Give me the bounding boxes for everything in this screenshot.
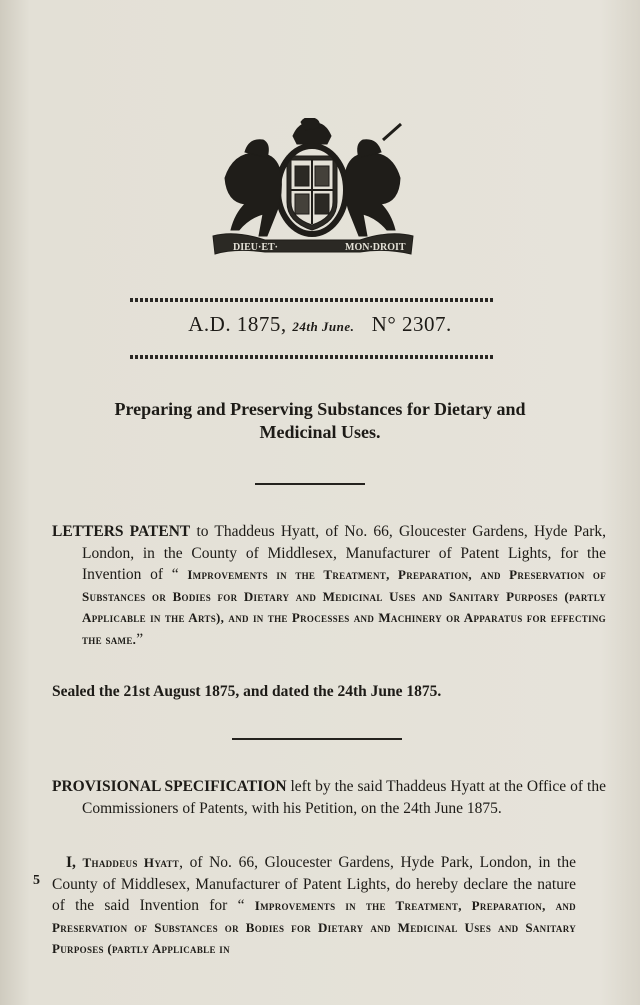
provisional-lead: PROVISIONAL SPECIFICATION: [52, 778, 287, 795]
ad-year: A.D. 1875,: [188, 312, 287, 336]
margin-line-number: 5: [33, 873, 40, 888]
wavy-rule-bottom: [130, 355, 495, 359]
inventor-name-smallcaps: Thaddeus Hyatt: [82, 855, 180, 870]
patent-number: N° 2307.: [371, 312, 452, 336]
title-line-2: Medicinal Uses.: [259, 422, 381, 442]
motto-right: MON·DROIT: [345, 242, 406, 253]
royal-coat-of-arms-icon: [205, 118, 420, 258]
body-invention-title-smallcaps: Improvements in the Treatment, Preparation, and Preservation of Substances or Bodies for Dietary and Medicinal Uses and Sanitary Purposes (partly Applicable in: [52, 898, 576, 956]
letters-patent-lead: LETTERS PATENT: [52, 523, 191, 540]
invention-title-smallcaps: Improvements in the Treatment, Preparation, and Preservation of Substances or Bodies for Dietary and Medicinal Uses and Sanitary Purposes (partly Applicable in the Arts), and in the Processes and Machinery or Apparatus for effecting the same.: [82, 567, 607, 647]
wavy-rule-top: [130, 298, 495, 302]
patent-date: 24th June.: [292, 319, 355, 334]
letters-patent-paragraph: [52, 521, 606, 650]
body-text: , of No. 66, Gloucester Gardens, Hyde Park, London, in the County of Middlesex, Manufacturer of Patent Lights, do hereby declare the nature of the said Invention for “: [52, 854, 576, 914]
specification-body: [52, 852, 576, 960]
closing-quote: ”: [136, 630, 144, 648]
provisional-specification-paragraph: [52, 776, 606, 819]
section-rule-1: [255, 483, 365, 485]
motto-left: DIEU·ET·: [233, 242, 279, 253]
title-line-1: Preparing and Preserving Substances for Dietary and: [114, 399, 526, 419]
patent-header-line: [0, 312, 640, 337]
section-rule-2: [232, 738, 402, 740]
patent-title: [40, 398, 600, 444]
sealed-line: Sealed the 21st August 1875, and dated the 24th June 1875.: [52, 683, 442, 700]
provisional-text: left by the said Thaddeus Hyatt at the Office of the Commissioners of Patents, with his Petition, on the 24th June 1875.: [82, 778, 606, 817]
body-opening: I,: [66, 854, 83, 871]
letters-patent-text: to Thaddeus Hyatt, of No. 66, Gloucester Gardens, Hyde Park, London, in the County of Middlesex, Manufacturer of Patent Lights, for the Invention of “: [82, 523, 606, 583]
